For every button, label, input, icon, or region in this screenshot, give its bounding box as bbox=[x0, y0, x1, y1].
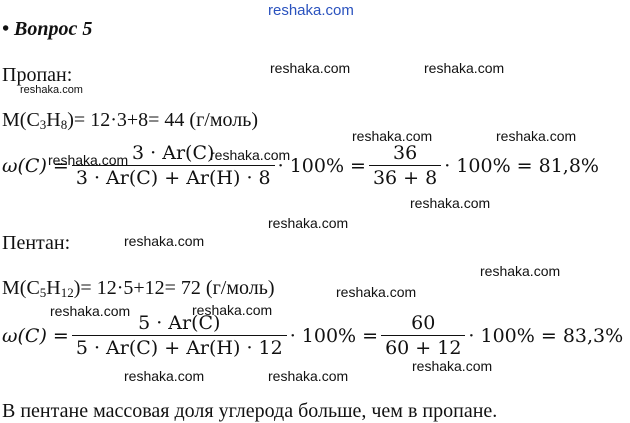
pentane-fraction-2 bbox=[381, 312, 465, 359]
propane-mm-h: H bbox=[46, 109, 61, 131]
propane-fraction-2-denominator: 36 + 8 bbox=[369, 165, 441, 189]
pentane-formula-multiplier: · 100% = bbox=[289, 324, 379, 347]
pentane-formula-result: · 100% = 83,3% bbox=[468, 324, 624, 347]
watermark: reshaka.com bbox=[268, 368, 349, 384]
pentane-label: Пентан: bbox=[2, 232, 71, 254]
pentane-formula-lhs: ω(C) = bbox=[2, 324, 69, 347]
watermark: reshaka.com bbox=[336, 284, 417, 300]
pentane-fraction-2-numerator: 60 bbox=[411, 312, 436, 334]
watermark: reshaka.com bbox=[124, 368, 205, 384]
pentane-fraction-1 bbox=[72, 312, 287, 359]
watermark: reshaka.com bbox=[412, 358, 493, 374]
watermark: reshaka.com bbox=[270, 60, 351, 76]
propane-formula-multiplier: · 100% = bbox=[277, 154, 366, 177]
propane-fraction-2-numerator: 36 bbox=[393, 142, 418, 164]
pentane-mm-sub-c: 5 bbox=[39, 285, 47, 300]
watermark: reshaka.com bbox=[424, 60, 505, 76]
pentane-mm-sub-h: 12 bbox=[60, 285, 74, 300]
pentane-mm-suffix: )= 12·5+12= 72 (г/моль) bbox=[73, 277, 275, 299]
watermark: reshaka.com bbox=[20, 84, 83, 96]
propane-formula-lhs: ω(C) = bbox=[2, 154, 69, 177]
watermark: reshaka.com bbox=[48, 152, 129, 168]
site-watermark-top[interactable]: reshaka.com bbox=[268, 2, 354, 19]
pentane-mm-prefix: M(C bbox=[2, 277, 40, 299]
conclusion-text: В пентане массовая доля углерода больше, чем в пропане. bbox=[2, 400, 498, 422]
pentane-fraction-1-denominator: 5 · Ar(C) + Ar(H) · 12 bbox=[72, 335, 287, 359]
watermark: reshaka.com bbox=[50, 303, 131, 319]
propane-molar-mass bbox=[2, 109, 258, 133]
propane-mm-sub-h: 8 bbox=[60, 117, 68, 132]
propane-fraction-1-denominator: 3 · Ar(C) + Ar(H) · 8 bbox=[72, 165, 275, 189]
pentane-fraction-1-numerator: 5 · Ar(C) bbox=[138, 312, 221, 334]
watermark: reshaka.com bbox=[496, 128, 577, 144]
propane-mm-suffix: )= 12·3+8= 44 (г/моль) bbox=[67, 109, 258, 131]
watermark: reshaka.com bbox=[268, 215, 349, 231]
watermark: reshaka.com bbox=[352, 128, 433, 144]
watermark: reshaka.com bbox=[192, 302, 273, 318]
pentane-mass-fraction-formula bbox=[2, 312, 623, 359]
pentane-molar-mass bbox=[2, 277, 274, 301]
watermark: reshaka.com bbox=[410, 195, 491, 211]
pentane-fraction-2-denominator: 60 + 12 bbox=[381, 335, 465, 359]
watermark: reshaka.com bbox=[124, 233, 205, 249]
question-title: • Вопрос 5 bbox=[2, 18, 93, 40]
pentane-mm-h: H bbox=[46, 277, 61, 299]
watermark: reshaka.com bbox=[480, 263, 561, 279]
propane-fraction-2 bbox=[369, 142, 441, 189]
watermark: reshaka.com bbox=[210, 147, 291, 163]
propane-mm-sub-c: 3 bbox=[39, 117, 47, 132]
propane-mm-prefix: M(C bbox=[2, 109, 40, 131]
propane-label: Пропан: bbox=[2, 64, 73, 86]
propane-fraction-1-numerator: 3 · Ar(C) bbox=[132, 142, 215, 164]
propane-formula-result: · 100% = 81,8% bbox=[444, 154, 599, 177]
